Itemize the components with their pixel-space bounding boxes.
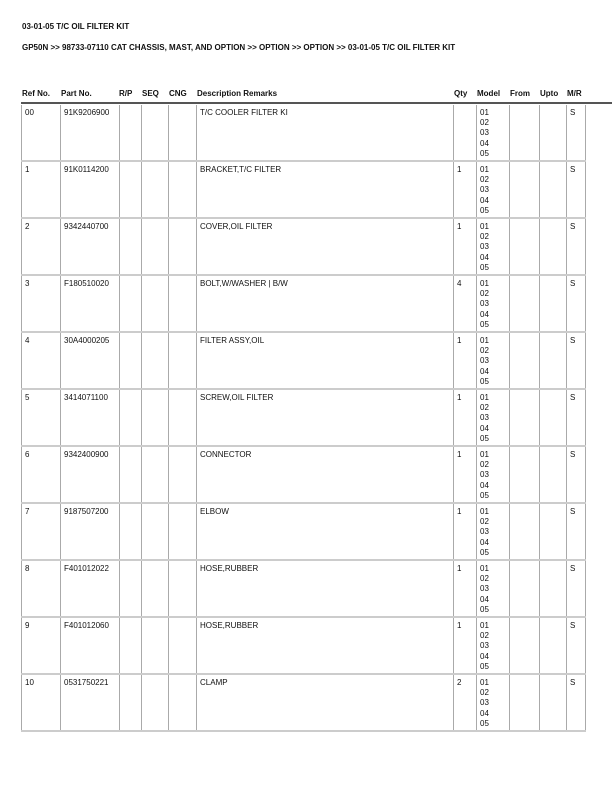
model-code: 04	[480, 195, 489, 205]
model-code: 01	[480, 450, 489, 459]
upto-cell	[540, 446, 567, 503]
qty-cell: 1	[454, 617, 477, 674]
model-cell	[477, 161, 510, 218]
description-cell: CLAMP	[197, 674, 454, 731]
mr-cell: S	[567, 105, 586, 161]
rp-cell	[120, 332, 142, 389]
seq-cell	[142, 105, 169, 161]
model-code: 04	[480, 423, 489, 433]
model-code: 03	[480, 698, 489, 708]
model-code: 01	[480, 564, 489, 573]
model-code: 03	[480, 356, 489, 366]
column-header: R/P	[119, 89, 133, 98]
model-cell	[477, 218, 510, 275]
model-code: 04	[480, 708, 489, 718]
model-code: 03	[480, 470, 489, 480]
model-code: 02	[480, 688, 489, 698]
rp-cell	[120, 503, 142, 560]
description-cell: CONNECTOR	[197, 446, 454, 503]
ref-cell: 3	[22, 275, 61, 332]
model-code: 03	[480, 641, 489, 651]
seq-cell	[142, 617, 169, 674]
description-cell: BRACKET,T/C FILTER	[197, 161, 454, 218]
model-code: 04	[480, 138, 489, 148]
model-cell	[477, 275, 510, 332]
cng-cell	[169, 617, 197, 674]
qty-cell: 2	[454, 674, 477, 731]
cng-cell	[169, 332, 197, 389]
model-code: 05	[480, 547, 489, 557]
part-no-cell: 3414071100	[61, 389, 120, 446]
seq-cell	[142, 275, 169, 332]
cng-cell	[169, 446, 197, 503]
model-cell	[477, 389, 510, 446]
qty-cell	[454, 105, 477, 161]
mr-cell: S	[567, 389, 586, 446]
upto-cell	[540, 674, 567, 731]
column-header: Ref No.	[22, 89, 50, 98]
description-cell: COVER,OIL FILTER	[197, 218, 454, 275]
description-cell: BOLT,W/WASHER | B/W	[197, 275, 454, 332]
table-row	[22, 446, 586, 503]
description-cell: FILTER ASSY,OIL	[197, 332, 454, 389]
model-code: 04	[480, 309, 489, 319]
model-cell	[477, 503, 510, 560]
seq-cell	[142, 446, 169, 503]
model-code: 05	[480, 148, 489, 158]
qty-cell: 1	[454, 161, 477, 218]
model-code: 01	[480, 222, 489, 231]
upto-cell	[540, 332, 567, 389]
qty-cell: 1	[454, 332, 477, 389]
part-no-cell: F401012060	[61, 617, 120, 674]
column-header: Qty	[454, 89, 468, 98]
rp-cell	[120, 389, 142, 446]
from-cell	[510, 105, 540, 161]
ref-cell: 1	[22, 161, 61, 218]
table-row	[22, 503, 586, 560]
seq-cell	[142, 560, 169, 617]
cng-cell	[169, 218, 197, 275]
breadcrumb: GP50N >> 98733-07110 CAT CHASSIS, MAST, AND OPTION >> OPTION >> OPTION >> 03-01-05 T/C OIL FILTER KIT	[22, 43, 456, 52]
table-row	[22, 275, 586, 332]
column-header: M/R	[567, 89, 582, 98]
model-code: 02	[480, 346, 489, 356]
mr-cell: S	[567, 674, 586, 731]
upto-cell	[540, 218, 567, 275]
description-cell: HOSE,RUBBER	[197, 617, 454, 674]
model-code: 02	[480, 175, 489, 185]
model-code: 01	[480, 678, 489, 687]
table-row	[22, 105, 586, 161]
upto-cell	[540, 161, 567, 218]
cng-cell	[169, 560, 197, 617]
from-cell	[510, 332, 540, 389]
model-code: 05	[480, 205, 489, 215]
upto-cell	[540, 275, 567, 332]
table-row	[22, 332, 586, 389]
mr-cell: S	[567, 617, 586, 674]
cng-cell	[169, 275, 197, 332]
upto-cell	[540, 560, 567, 617]
column-header: From	[510, 89, 530, 98]
rp-cell	[120, 275, 142, 332]
mr-cell: S	[567, 275, 586, 332]
model-code: 03	[480, 128, 489, 138]
cng-cell	[169, 503, 197, 560]
ref-cell: 5	[22, 389, 61, 446]
from-cell	[510, 161, 540, 218]
table-row	[22, 560, 586, 617]
from-cell	[510, 275, 540, 332]
description-cell: HOSE,RUBBER	[197, 560, 454, 617]
mr-cell: S	[567, 332, 586, 389]
rp-cell	[120, 560, 142, 617]
from-cell	[510, 560, 540, 617]
model-cell	[477, 105, 510, 161]
column-header: SEQ	[142, 89, 159, 98]
model-code: 02	[480, 460, 489, 470]
model-code: 01	[480, 279, 489, 288]
model-cell	[477, 617, 510, 674]
header-divider	[21, 102, 612, 104]
model-code: 01	[480, 165, 489, 174]
rp-cell	[120, 105, 142, 161]
rp-cell	[120, 617, 142, 674]
column-header: Upto	[540, 89, 559, 98]
cng-cell	[169, 105, 197, 161]
qty-cell: 1	[454, 560, 477, 617]
model-code: 05	[480, 490, 489, 500]
model-code: 04	[480, 366, 489, 376]
model-code: 03	[480, 584, 489, 594]
seq-cell	[142, 161, 169, 218]
qty-cell: 1	[454, 218, 477, 275]
from-cell	[510, 503, 540, 560]
part-no-cell: 91K9206900	[61, 105, 120, 161]
model-code: 03	[480, 242, 489, 252]
model-code: 02	[480, 574, 489, 584]
model-code: 01	[480, 393, 489, 402]
model-code: 02	[480, 631, 489, 641]
part-no-cell: 9342400900	[61, 446, 120, 503]
model-code: 01	[480, 108, 489, 117]
model-code: 02	[480, 118, 489, 128]
description-cell: ELBOW	[197, 503, 454, 560]
ref-cell: 2	[22, 218, 61, 275]
model-code: 04	[480, 252, 489, 262]
from-cell	[510, 674, 540, 731]
from-cell	[510, 446, 540, 503]
cng-cell	[169, 161, 197, 218]
model-cell	[477, 446, 510, 503]
model-code: 05	[480, 433, 489, 443]
part-no-cell: F401012022	[61, 560, 120, 617]
model-code: 05	[480, 319, 489, 329]
cng-cell	[169, 674, 197, 731]
from-cell	[510, 617, 540, 674]
mr-cell: S	[567, 560, 586, 617]
upto-cell	[540, 503, 567, 560]
rp-cell	[120, 674, 142, 731]
part-no-cell: 9187507200	[61, 503, 120, 560]
model-code: 05	[480, 661, 489, 671]
model-code: 02	[480, 403, 489, 413]
ref-cell: 8	[22, 560, 61, 617]
rp-cell	[120, 446, 142, 503]
model-code: 02	[480, 232, 489, 242]
model-code: 01	[480, 336, 489, 345]
ref-cell: 9	[22, 617, 61, 674]
ref-cell: 4	[22, 332, 61, 389]
ref-cell: 6	[22, 446, 61, 503]
model-code: 03	[480, 185, 489, 195]
qty-cell: 1	[454, 389, 477, 446]
model-code: 03	[480, 527, 489, 537]
qty-cell: 4	[454, 275, 477, 332]
description-cell: SCREW,OIL FILTER	[197, 389, 454, 446]
model-cell	[477, 674, 510, 731]
column-header: CNG	[169, 89, 187, 98]
rp-cell	[120, 218, 142, 275]
model-code: 02	[480, 517, 489, 527]
model-code: 04	[480, 480, 489, 490]
ref-cell: 7	[22, 503, 61, 560]
table-row	[22, 389, 586, 446]
part-no-cell: 30A4000205	[61, 332, 120, 389]
table-row	[22, 218, 586, 275]
model-cell	[477, 332, 510, 389]
model-code: 04	[480, 594, 489, 604]
model-code: 04	[480, 537, 489, 547]
model-cell	[477, 560, 510, 617]
rp-cell	[120, 161, 142, 218]
ref-cell: 00	[22, 105, 61, 161]
model-code: 01	[480, 507, 489, 516]
seq-cell	[142, 332, 169, 389]
mr-cell: S	[567, 503, 586, 560]
column-header: Part No.	[61, 89, 92, 98]
part-no-cell: 9342440700	[61, 218, 120, 275]
seq-cell	[142, 674, 169, 731]
qty-cell: 1	[454, 503, 477, 560]
model-code: 02	[480, 289, 489, 299]
part-no-cell: 0531750221	[61, 674, 120, 731]
model-code: 05	[480, 604, 489, 614]
seq-cell	[142, 389, 169, 446]
table-row	[22, 161, 586, 218]
upto-cell	[540, 389, 567, 446]
model-code: 03	[480, 299, 489, 309]
page-title: 03-01-05 T/C OIL FILTER KIT	[22, 22, 130, 31]
mr-cell: S	[567, 161, 586, 218]
model-code: 03	[480, 413, 489, 423]
ref-cell: 10	[22, 674, 61, 731]
column-header: Description Remarks	[197, 89, 278, 98]
from-cell	[510, 218, 540, 275]
model-code: 05	[480, 262, 489, 272]
parts-table	[21, 105, 586, 732]
qty-cell: 1	[454, 446, 477, 503]
model-code: 01	[480, 621, 489, 630]
from-cell	[510, 389, 540, 446]
part-no-cell: F180510020	[61, 275, 120, 332]
upto-cell	[540, 105, 567, 161]
model-code: 05	[480, 718, 489, 728]
description-cell: T/C COOLER FILTER KI	[197, 105, 454, 161]
seq-cell	[142, 503, 169, 560]
table-row	[22, 617, 586, 674]
column-header: Model	[477, 89, 501, 98]
part-no-cell: 91K0114200	[61, 161, 120, 218]
cng-cell	[169, 389, 197, 446]
mr-cell: S	[567, 446, 586, 503]
mr-cell: S	[567, 218, 586, 275]
seq-cell	[142, 218, 169, 275]
model-code: 05	[480, 376, 489, 386]
model-code: 04	[480, 651, 489, 661]
table-row	[22, 674, 586, 731]
upto-cell	[540, 617, 567, 674]
